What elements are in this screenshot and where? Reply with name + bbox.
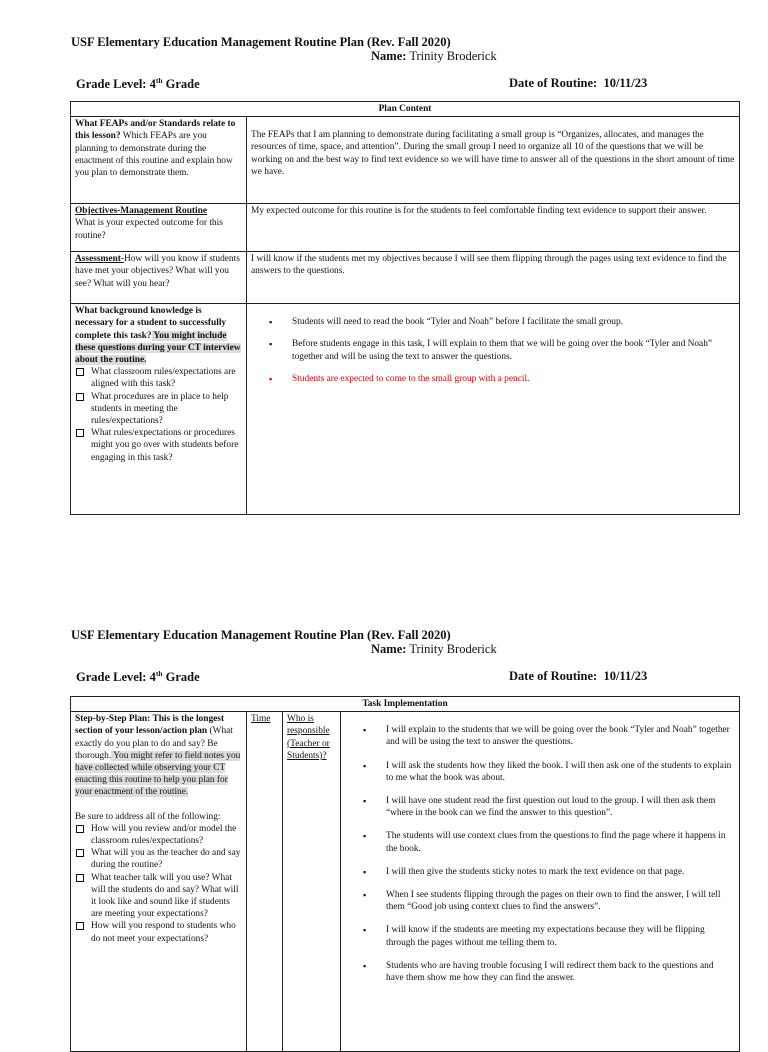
checkbox-item [75, 847, 242, 871]
checkbox-icon [76, 849, 84, 857]
checkbox-item [75, 366, 242, 390]
checkbox-item [75, 920, 242, 944]
assessment-title: Assessment- [75, 254, 124, 265]
task-implementation-table [70, 696, 740, 1052]
grade-level [76, 76, 200, 92]
who-responsible-column-header: Who is responsible (Teacher or Students)? [283, 712, 341, 1052]
feaps-question-rest: Which FEAPs are you planning to demonstrate during the enactment of this routine and explain how you plan to demonstrate them. [75, 131, 233, 179]
list-item: ▪ I will then give the students sticky notes to mark the text evidence on that page. [345, 866, 733, 878]
checkbox-label: What teacher talk will you use? What will the students do and say? What will it look like and sound like if students are meeting your expectations? [91, 872, 239, 920]
date-of-routine-2 [509, 669, 647, 684]
list-item: ▪ Students who are having trouble focusing I will redirect them back to the questions and have them show me how they can find the answer. [345, 960, 733, 984]
checkbox-label: What will you as the teacher do and say during the routine? [91, 848, 241, 871]
checkbox-item [75, 391, 242, 428]
name-value: Trinity Broderick [409, 642, 497, 656]
name-value: Trinity Broderick [409, 49, 497, 63]
list-item: ▪ Before students engage in this task, I will explain to them that we will be going over the book “Tyler and Noah” together and will be using the text to answer the questions. [251, 338, 735, 362]
grade-sup: th [155, 76, 163, 85]
objectives-answer: My expected outcome for this routine is for the students to feel comfortable finding text evidence to support their answer. [247, 204, 740, 252]
checkbox-item [75, 427, 242, 464]
objectives-question-rest: What is your expected outcome for this routine? [75, 218, 223, 241]
name-label: Name: [371, 642, 407, 656]
list-item: ▪ When I see students flipping through the pages on their own to find the answer, I will tell them “Good job using context clues to find the answers”. [345, 889, 733, 913]
checkbox-label: What procedures are in place to help students in meeting the rules/expectations? [91, 391, 229, 427]
step-by-step-answer [341, 712, 740, 1052]
task-implementation-heading: Task Implementation [71, 697, 740, 712]
list-item: ▪ Students will need to read the book “Tyler and Noah” before I facilitate the small group. [251, 316, 735, 328]
step-rest: (What exactly do you plan to do and say? Be thorough. [75, 726, 233, 761]
step-by-step-question [71, 712, 247, 1052]
address-label: Be sure to address all of the following: [75, 811, 221, 822]
list-item: ▪ I will have one student read the first question out loud to the group. I will then ask them “where in the book can we find the answer to this question”. [345, 795, 733, 819]
checkbox-label: What rules/expectations or procedures might you go over with students before engaging in this task? [91, 428, 239, 463]
feaps-question [71, 117, 247, 204]
name-line [371, 49, 497, 64]
assessment-question-rest: How will you know if students have met your objectives? What will you see? What will you hear? [75, 254, 240, 289]
document-title: USF Elementary Education Management Routine Plan (Rev. Fall 2020) [71, 35, 451, 49]
date-value: 10/11/23 [603, 76, 648, 90]
name-line-2 [371, 642, 497, 657]
checkbox-icon [76, 922, 84, 930]
checkbox-icon [76, 393, 84, 401]
feaps-question-bold: What FEAPs and/or Standards relate to this lesson? [75, 119, 236, 142]
objectives-title: Objectives-Management Routine [75, 206, 208, 217]
list-item: ▪ I will ask the students how they liked the book. I will then ask one of the students to explain to me what the book was about. [345, 760, 733, 784]
background-bullet-list [251, 316, 735, 385]
checkbox-icon [76, 429, 84, 437]
date-label: Date of Routine: [509, 76, 598, 90]
time-column-header: Time [247, 712, 283, 1052]
checkbox-label: What classroom rules/expectations are aligned with this task? [91, 367, 236, 390]
checkbox-item [75, 872, 242, 921]
assessment-answer: I will know if the students met my objectives because I will see them flipping through the pages using text evidence to find the answers to the questions. [247, 252, 740, 304]
name-label: Name: [371, 49, 407, 63]
checkbox-icon [76, 825, 84, 833]
feaps-answer: The FEAPs that I am planning to demonstrate during facilitating a small group is “Organizes, allocates, and manages the resources of time, space, and attention”. During the small group I need to organize all 10 of the questions that we will be working on and the best way to find text evidence so we will have time to answer all of the questions in the short amount of time we have. [247, 117, 740, 204]
checkbox-label: How will you respond to students who do not meet your expectations? [91, 921, 236, 944]
assessment-question [71, 252, 247, 304]
background-answer [247, 304, 740, 515]
date-label: Date of Routine: [509, 669, 598, 683]
checkbox-icon [76, 368, 84, 376]
plan-content-table [70, 101, 740, 515]
checkbox-label: How will you review and/or model the classroom rules/expectations? [91, 823, 237, 847]
grade-suffix: Grade [162, 77, 200, 92]
grade-label: Grade Level: 4 [76, 670, 156, 685]
list-item: ▪ Students are expected to come to the small group with a pencil. [251, 373, 735, 385]
list-item: ▪ The students will use context clues from the questions to find the page where it happens in the book. [345, 830, 733, 854]
step-bold: Step-by-Step Plan: This is the longest section of your lesson/action plan [75, 714, 225, 737]
background-question [71, 304, 247, 515]
list-item: ▪ I will know if the students are meeting my expectations because they will be flipping through the pages without me telling them to. [345, 924, 733, 948]
date-of-routine [509, 76, 647, 91]
checkbox-icon [76, 874, 84, 882]
objectives-question [71, 204, 247, 252]
checkbox-item [75, 823, 242, 847]
date-value: 10/11/23 [603, 669, 648, 683]
document-title-2: USF Elementary Education Management Routine Plan (Rev. Fall 2020) [71, 628, 451, 642]
plan-content-heading: Plan Content [71, 102, 740, 117]
grade-sup: th [155, 669, 163, 678]
background-question-highlight: You might include these questions during your CT interview about the routine. [75, 330, 241, 366]
grade-label: Grade Level: 4 [76, 77, 156, 92]
background-question-bold: What background knowledge is necessary for a student to successfully complete this task? [75, 306, 227, 341]
grade-level-2 [76, 669, 200, 685]
task-bullet-list [345, 724, 735, 984]
list-item: ▪ I will explain to the students that we will be going over the book “Tyler and Noah” together and will be using the text to answer the questions. [345, 724, 733, 748]
grade-suffix: Grade [162, 670, 200, 685]
step-highlight: You might refer to field notes you have collected while observing your CT enacting this routine to help you plan for your enactment of the routine. [75, 750, 241, 798]
